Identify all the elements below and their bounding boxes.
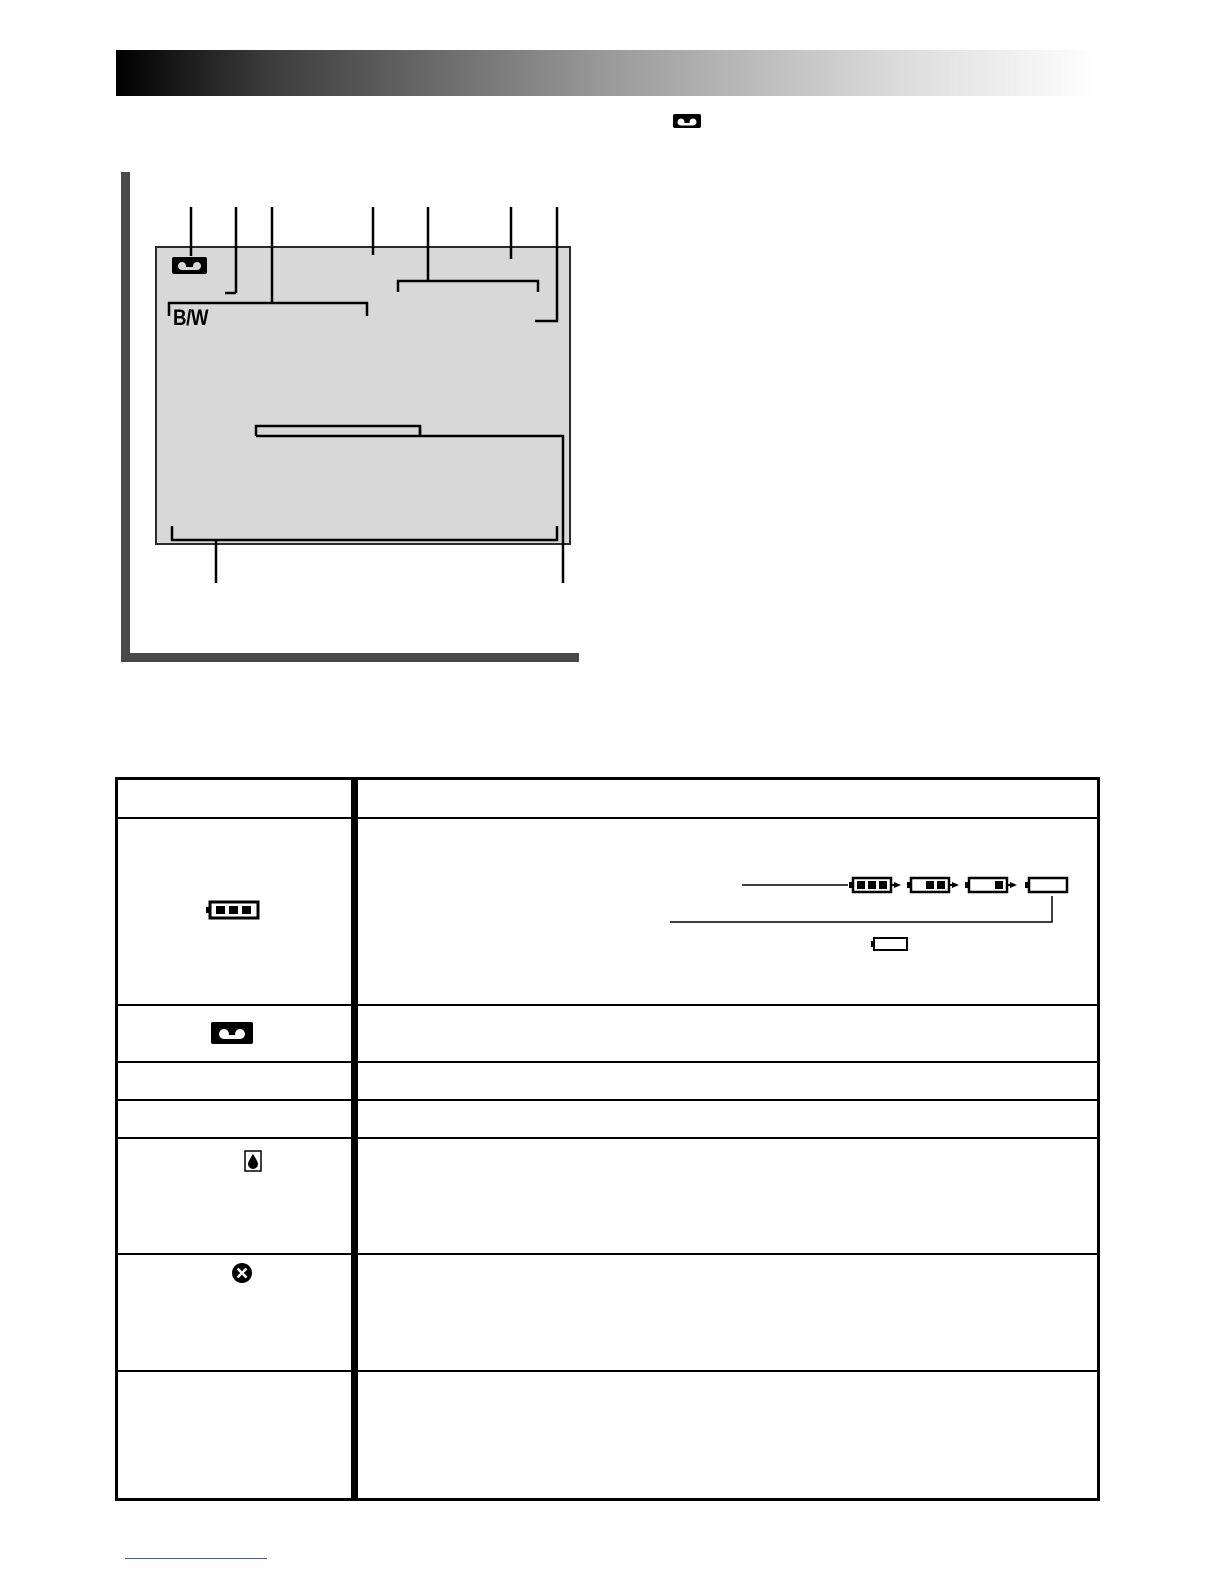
table-row-separator — [117, 1253, 1098, 1255]
table-row-separator — [117, 1061, 1098, 1063]
table-row-separator — [117, 1099, 1098, 1101]
battery-one-third-icon — [965, 878, 1007, 892]
x-circle-icon — [231, 1262, 253, 1284]
tape-mode-icon — [672, 113, 702, 129]
b-w-indicator: B/W — [173, 305, 209, 330]
battery-full-icon — [849, 878, 891, 892]
footer-link-underline[interactable] — [125, 1558, 267, 1559]
battery-empty-icon — [1025, 878, 1067, 892]
diagram-frame — [121, 172, 130, 662]
table-row-separator — [117, 1370, 1098, 1372]
lcd-screen — [155, 246, 571, 545]
table-row-separator — [117, 1137, 1098, 1139]
tape-icon — [210, 1021, 254, 1045]
battery-full-icon — [206, 900, 260, 920]
battery-two-thirds-icon — [907, 878, 949, 892]
dew-drop-icon — [244, 1150, 262, 1172]
table-header-separator — [117, 817, 1098, 819]
section-header-bar — [116, 50, 1098, 96]
diagram-frame-bottom — [121, 653, 579, 662]
battery-empty-icon — [871, 938, 907, 950]
battery-level-sequence — [660, 870, 1080, 960]
table-column-divider — [351, 777, 358, 1501]
table-row-separator — [117, 1004, 1098, 1006]
